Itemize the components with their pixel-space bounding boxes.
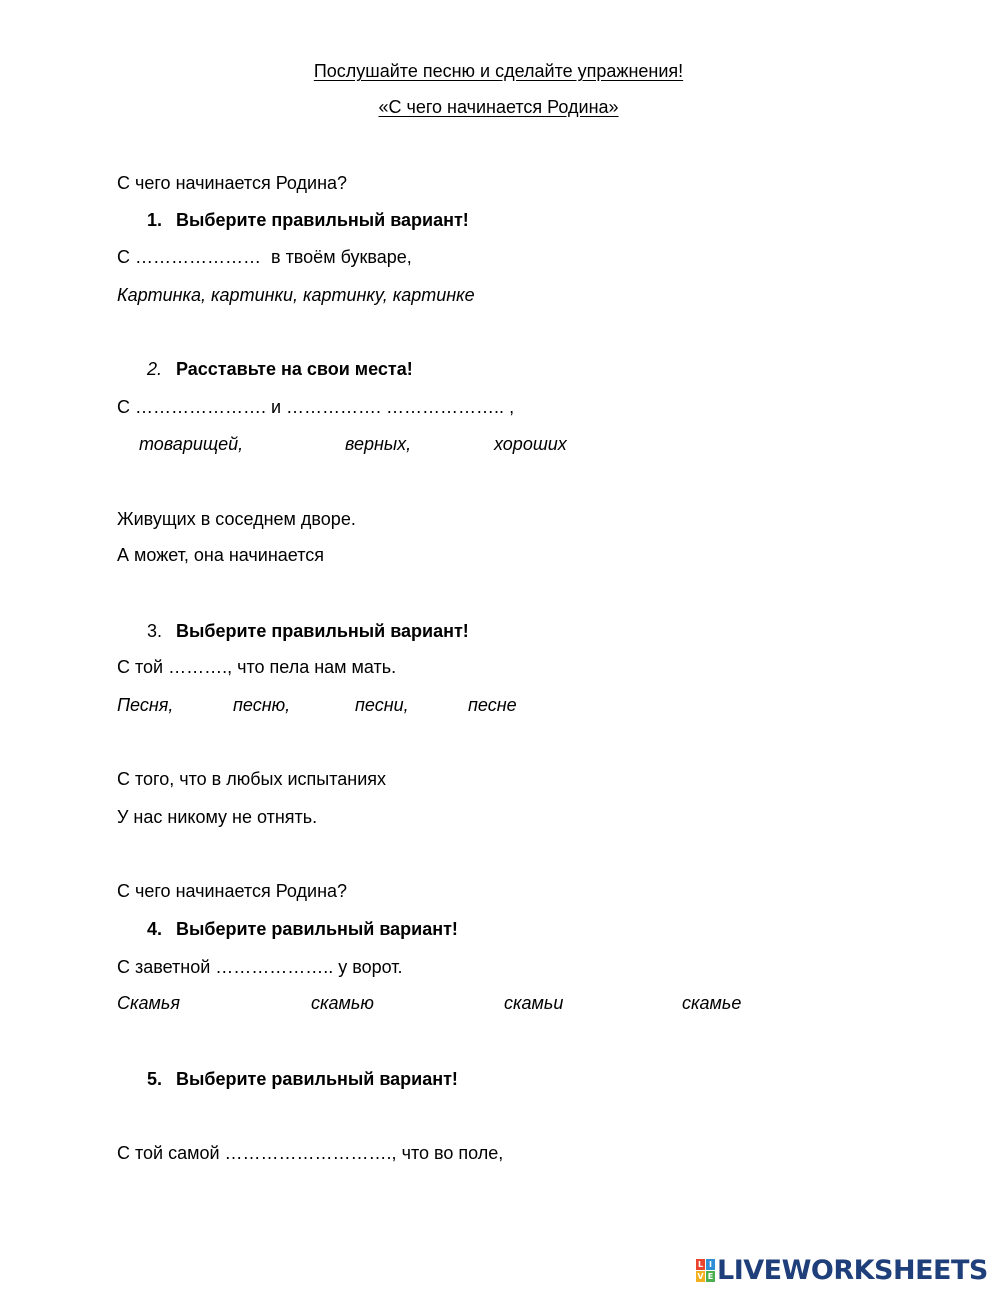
exercise-4-option: скамью	[311, 993, 374, 1013]
exercise-4-option: Скамья	[117, 993, 180, 1013]
exercise-2-instruction: Расставьте на свои места!	[176, 359, 413, 379]
exercise-4-sentence: С заветной ……………….. у ворот.	[117, 957, 403, 977]
worksheet-instruction: Послушайте песню и сделайте упражнения!	[313, 61, 684, 81]
exercise-1-heading	[147, 209, 469, 231]
exercise-4-instruction: Выберите равильный вариант!	[176, 919, 458, 939]
exercise-2-option: товарищей,	[139, 434, 244, 454]
liveworksheets-logo	[696, 1253, 988, 1287]
song-title: «С чего начинается Родина»	[378, 97, 619, 117]
exercise-5-heading	[147, 1068, 458, 1090]
logo-letter: V	[697, 1271, 704, 1281]
lyrics-line: Живущих в соседнем дворе.	[117, 509, 356, 529]
exercise-4-option: скамьи	[504, 993, 564, 1013]
exercise-3-heading	[147, 620, 469, 642]
exercise-4-heading	[147, 918, 458, 940]
exercise-2-option: верных,	[345, 434, 412, 454]
logo-letter: I	[706, 1259, 715, 1270]
logo-letter: E	[707, 1271, 714, 1281]
exercise-3-option: песне	[468, 695, 517, 715]
lyrics-line: С чего начинается Родина?	[117, 173, 348, 193]
exercise-3-sentence: С той ………., что пела нам мать.	[117, 657, 397, 677]
lyrics-line: А может, она начинается	[117, 545, 324, 565]
exercise-3-option: песни,	[355, 695, 409, 715]
exercise-1-options: Картинка, картинки, картинку, картинке	[117, 285, 475, 305]
logo-letter: L	[697, 1259, 704, 1269]
exercise-3-number: 3.	[147, 621, 163, 641]
exercise-1-sentence: С ………………… в твоём букваре,	[117, 247, 412, 267]
exercise-5-instruction: Выберите равильный вариант!	[176, 1069, 458, 1089]
exercise-2-option: хороших	[494, 434, 567, 454]
exercise-5-number: 5.	[147, 1069, 163, 1089]
exercise-2-heading	[147, 358, 413, 380]
exercise-1-instruction: Выберите правильный вариант!	[176, 210, 469, 230]
exercise-1-number: 1.	[147, 210, 163, 230]
exercise-3-instruction: Выберите правильный вариант!	[176, 621, 469, 641]
lyrics-line: С чего начинается Родина?	[117, 881, 348, 901]
exercise-4-number: 4.	[147, 919, 163, 939]
exercise-4-option: скамье	[682, 993, 742, 1013]
exercise-2-number: 2.	[147, 359, 163, 379]
exercise-3-option: Песня,	[117, 695, 174, 715]
live-logo-mark-icon	[696, 1259, 715, 1282]
exercise-3-option: песню,	[233, 695, 291, 715]
lyrics-line: С того, что в любых испытаниях	[117, 769, 387, 789]
exercise-2-sentence: С …………………. и ……………. ……………….. ,	[117, 397, 515, 417]
logo-text: LIVEWORKSHEETS	[717, 1254, 988, 1286]
lyrics-line: У нас никому не отнять.	[117, 807, 318, 827]
exercise-5-sentence: С той самой ………………………., что во поле,	[117, 1143, 504, 1163]
